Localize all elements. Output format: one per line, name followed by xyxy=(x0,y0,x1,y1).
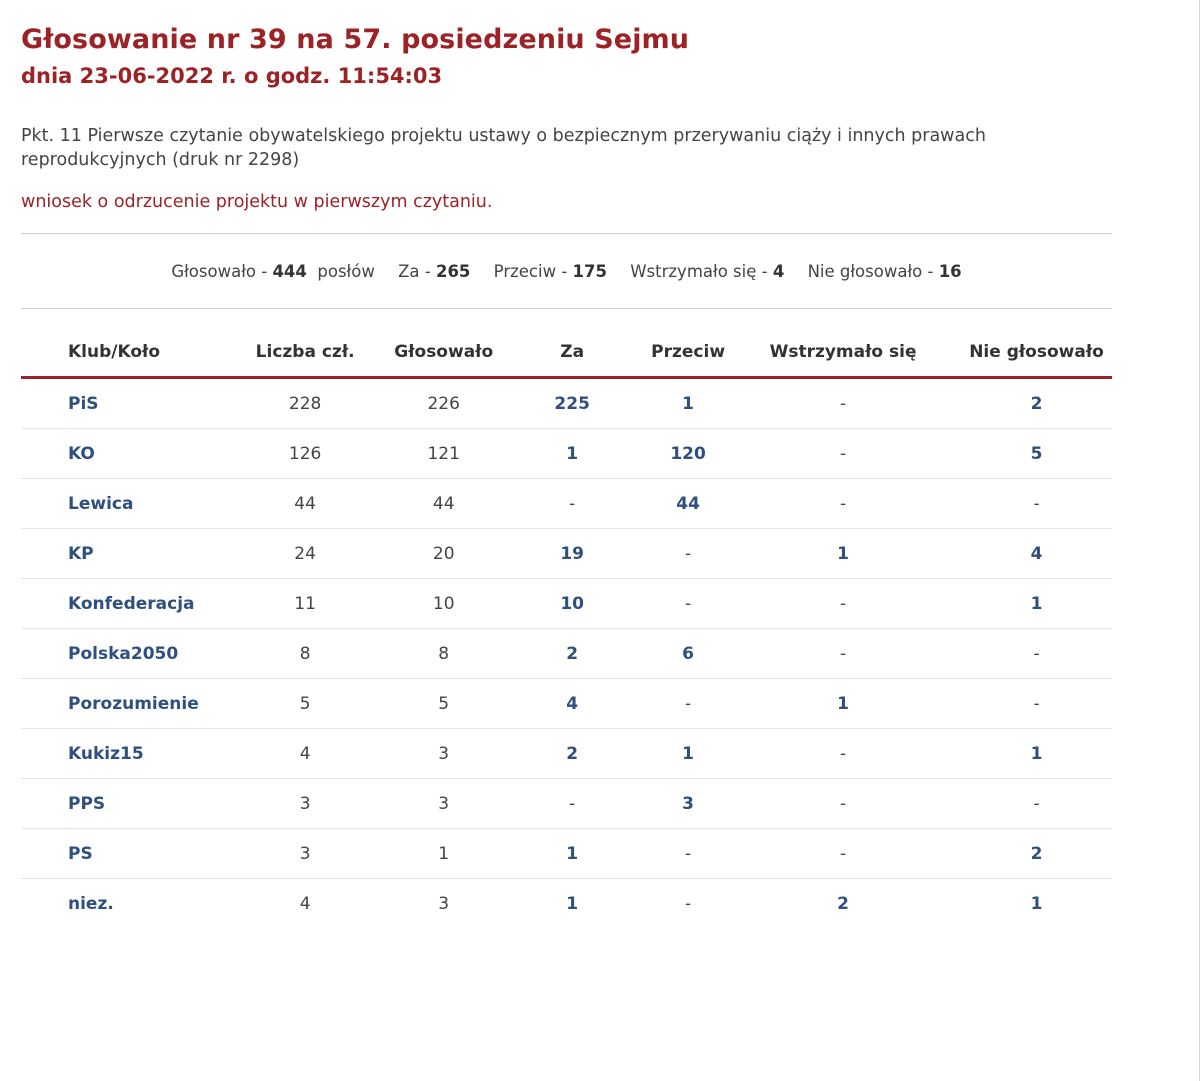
cell-against[interactable]: 1 xyxy=(651,729,725,779)
table-row xyxy=(21,529,1112,579)
cell-against[interactable]: 3 xyxy=(651,779,725,829)
cell-voted: 3 xyxy=(394,729,493,779)
agenda-item-text: Pkt. 11 Pierwsze czytanie obywatelskiego projektu ustawy o bezpiecznym przerywaniu ciąży i innych prawach reprodukcyjnych (druk nr 2298) xyxy=(21,126,986,170)
page-header xyxy=(21,22,1121,91)
cell-club[interactable]: Lewica xyxy=(21,479,216,529)
summary-for-value: 265 xyxy=(435,262,471,281)
summary-voted-suffix: posłów xyxy=(317,262,375,281)
column-header-abstained: Wstrzymało się xyxy=(725,327,961,378)
cell-for: - xyxy=(493,779,651,829)
table-row xyxy=(21,829,1112,879)
cell-for[interactable]: 1 xyxy=(493,429,651,479)
table-row xyxy=(21,629,1112,679)
cell-club[interactable]: niez. xyxy=(68,893,114,914)
cell-against: - xyxy=(651,579,725,629)
cell-club[interactable]: PiS xyxy=(21,378,216,429)
column-header-not-voted: Nie głosowało xyxy=(961,327,1112,378)
cell-abstained: - xyxy=(725,729,961,779)
cell-club[interactable]: Kukiz15 xyxy=(21,729,216,779)
cell-abstained[interactable]: 1 xyxy=(725,679,961,729)
cell-not-voted: - xyxy=(961,479,1112,529)
cell-for[interactable]: 19 xyxy=(493,529,651,579)
cell-not-voted[interactable]: 1 xyxy=(961,729,1112,779)
cell-abstained: - xyxy=(725,629,961,679)
cell-members: 3 xyxy=(216,829,394,879)
cell-voted: 44 xyxy=(394,479,493,529)
table-row xyxy=(21,479,1112,529)
cell-against: - xyxy=(685,893,692,914)
cell-voted: 3 xyxy=(394,779,493,829)
page-title: Głosowanie nr 39 na 57. posiedzeniu Sejmu xyxy=(21,24,690,55)
summary-voted-value: 444 xyxy=(272,262,307,281)
column-header-members: Liczba czł. xyxy=(216,327,394,378)
cell-against: - xyxy=(651,679,725,729)
cell-for[interactable]: 2 xyxy=(493,729,651,779)
cell-against[interactable]: 6 xyxy=(651,629,725,679)
cell-against[interactable]: 44 xyxy=(651,479,725,529)
cell-abstained: - xyxy=(725,829,961,879)
table-header-row xyxy=(21,327,1112,378)
cell-not-voted[interactable]: 2 xyxy=(961,829,1112,879)
cell-members: 8 xyxy=(216,629,394,679)
cell-members: 3 xyxy=(216,779,394,829)
cell-abstained: - xyxy=(725,479,961,529)
cell-voted: 1 xyxy=(394,829,493,879)
cell-voted: 8 xyxy=(394,629,493,679)
summary-voted-label: Głosowało - xyxy=(171,262,268,281)
cell-club[interactable]: Porozumienie xyxy=(21,679,216,729)
cell-club[interactable]: KP xyxy=(21,529,216,579)
cell-not-voted[interactable]: 1 xyxy=(961,579,1112,629)
column-header-club: Klub/Koło xyxy=(21,327,216,378)
summary-abstained xyxy=(630,262,784,281)
cell-members: 4 xyxy=(216,729,394,779)
cell-members: 228 xyxy=(216,378,394,429)
table-row xyxy=(21,879,1112,929)
cell-abstained: - xyxy=(725,779,961,829)
cell-not-voted: - xyxy=(961,679,1112,729)
cell-for[interactable]: 2 xyxy=(493,629,651,679)
cell-for[interactable]: 4 xyxy=(493,679,651,729)
column-header-for: Za xyxy=(493,327,651,378)
cell-voted: 5 xyxy=(394,679,493,729)
cell-members: 126 xyxy=(216,429,394,479)
cell-voted: 20 xyxy=(394,529,493,579)
cell-not-voted[interactable]: 2 xyxy=(961,378,1112,429)
cell-club[interactable]: PS xyxy=(21,829,216,879)
table-row xyxy=(21,429,1112,479)
cell-voted: 226 xyxy=(394,378,493,429)
cell-not-voted: - xyxy=(961,629,1112,679)
cell-abstained: - xyxy=(725,579,961,629)
cell-against: - xyxy=(651,529,725,579)
table-row xyxy=(21,579,1112,629)
summary-against-value: 175 xyxy=(572,262,607,281)
table-row xyxy=(21,779,1112,829)
cell-not-voted[interactable]: 4 xyxy=(961,529,1112,579)
cell-members: 44 xyxy=(216,479,394,529)
club-votes-table xyxy=(21,327,1112,928)
cell-for: - xyxy=(493,479,651,529)
summary-voted xyxy=(171,262,375,281)
cell-club[interactable]: Polska2050 xyxy=(21,629,216,679)
table-row xyxy=(21,378,1112,429)
cell-members: 24 xyxy=(216,529,394,579)
cell-against: - xyxy=(651,829,725,879)
cell-members: 11 xyxy=(216,579,394,629)
summary-for-label: Za - xyxy=(398,262,431,281)
cell-for[interactable]: 10 xyxy=(493,579,651,629)
summary-not-voted xyxy=(808,262,962,281)
summary-not-voted-label: Nie głosowało - xyxy=(807,262,934,281)
column-header-voted: Głosowało xyxy=(394,327,493,378)
cell-abstained[interactable]: 2 xyxy=(837,893,849,914)
cell-not-voted: - xyxy=(961,779,1112,829)
cell-voted: 10 xyxy=(394,579,493,629)
table-row xyxy=(21,729,1112,779)
cell-for[interactable]: 225 xyxy=(493,378,651,429)
cell-club[interactable]: KO xyxy=(21,429,216,479)
vote-date-subtitle: dnia 23-06-2022 r. o godz. 11:54:03 xyxy=(21,64,443,88)
vote-summary xyxy=(21,259,1112,285)
summary-for xyxy=(398,262,470,281)
summary-abstained-label: Wstrzymało się - xyxy=(630,262,768,281)
cell-for[interactable]: 1 xyxy=(493,829,651,879)
cell-abstained: - xyxy=(725,378,961,429)
club-votes-body xyxy=(21,378,1112,929)
motion-text: wniosek o odrzucenie projektu w pierwszym czytaniu. xyxy=(21,192,493,212)
cell-against[interactable]: 120 xyxy=(651,429,725,479)
cell-not-voted[interactable]: 5 xyxy=(961,429,1112,479)
cell-club[interactable]: PPS xyxy=(21,779,216,829)
divider-bottom xyxy=(21,308,1112,309)
cell-members: 4 xyxy=(299,893,311,914)
divider-top xyxy=(21,233,1112,234)
summary-against-label: Przeciw - xyxy=(493,262,568,281)
summary-abstained-value: 4 xyxy=(772,262,785,281)
cell-voted: 3 xyxy=(438,893,450,914)
cell-not-voted[interactable]: 1 xyxy=(1030,893,1043,914)
cell-abstained: - xyxy=(725,429,961,479)
cell-for[interactable]: 1 xyxy=(566,893,579,914)
summary-not-voted-value: 16 xyxy=(938,262,962,281)
cell-members: 5 xyxy=(216,679,394,729)
cell-against[interactable]: 1 xyxy=(651,378,725,429)
table-row xyxy=(21,679,1112,729)
cell-voted: 121 xyxy=(394,429,493,479)
cell-club[interactable]: Konfederacja xyxy=(21,579,216,629)
column-header-against: Przeciw xyxy=(651,327,725,378)
summary-against xyxy=(494,262,607,281)
cell-abstained[interactable]: 1 xyxy=(725,529,961,579)
